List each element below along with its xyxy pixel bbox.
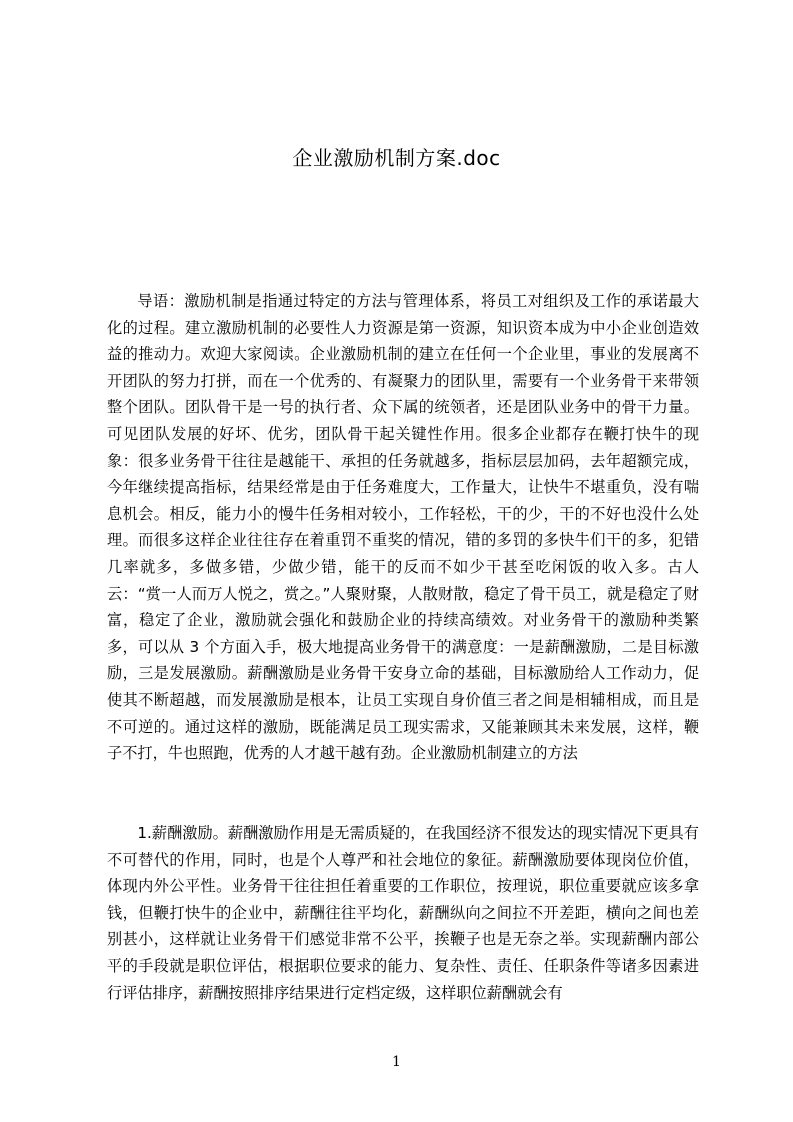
salary-incentive-paragraph: 1.薪酬激励。薪酬激励作用是无需质疑的，在我国经济不很发达的现实情况下更具有不可替代的作用，同时，也是个人尊严和社会地位的象征。薪酬激励要体现岗位价值，体现内外公平性。业务骨干往往担任着重要的工作职位，按理说，职位重要就应该多拿钱，但鞭打快牛的企业中，薪酬往往平均化，薪酬纵向之间拉不开差距，横向之间也差别甚小，这样就让业务骨干们感觉非常不公平，挨鞭子也是无奈之举。实现薪酬内部公平的手段就是职位评估，根据职位要求的能力、复杂性、责任、任职条件等诸多因素进行评估排序，薪酬按照排序结果进行定档定级，这样职位薪酬就会有 (107, 824, 699, 1002)
intro-paragraph: 导语：激励机制是指通过特定的方法与管理体系，将员工对组织及工作的承诺最大化的过程。建立激励机制的必要性人力资源是第一资源，知识资本成为中小企业创造效益的推动力。欢迎大家阅读。企业激励机制的建立在任何一个企业里，事业的发展离不开团队的努力打拼，而在一个优秀的、有凝聚力的团队里，需要有一个业务骨干来带领整个团队。团队骨干是一号的执行者、众下属的统领者，还是团队业务中的骨干力量。可见团队发展的好坏、优劣，团队骨干起关键性作用。很多企业都存在鞭打快牛的现象：很多业务骨干往往是越能干、承担的任务就越多，指标层层加码，去年超额完成，今年继续提高指标，结果经常是由于任务难度大，工作量大，让快牛不堪重负，没有喘息机会。相反，能力小的慢牛任务相对较小，工作轻松，干的少，干的不好也没什么处理。而很多这样企业往往存在着重罚不重奖的情况，错的多罚的多快牛们干的多，犯错几率就多，多做多错，少做少错，能干的反而不如少干甚至吃闲饭的收入多。古人云：“赏一人而万人悦之，赏之。”人聚财聚，人散财散，稳定了骨干员工，就是稳定了财富，稳定了企业，激励就会强化和鼓励企业的持续高绩效。对业务骨干的激励种类繁多，可以从 3 个方面入手，极大地提高业务骨干的满意度：一是薪酬激励，二是目标激励，三是发展激励。薪酬激励是业务骨干安身立命的基础，目标激励给人工作动力，促使其不断超越，而发展激励是根本，让员工实现自身价值三者之间是相辅相成，而且是不可逆的。通过这样的激励，既能满足员工现实需求，又能兼顾其未来发展，这样，鞭子不打，牛也照跑，优秀的人才越干越有劲。企业激励机制建立的方法 (107, 292, 699, 763)
document-title: 企业激励机制方案.doc (292, 146, 501, 170)
page-number: 1 (392, 1054, 401, 1070)
